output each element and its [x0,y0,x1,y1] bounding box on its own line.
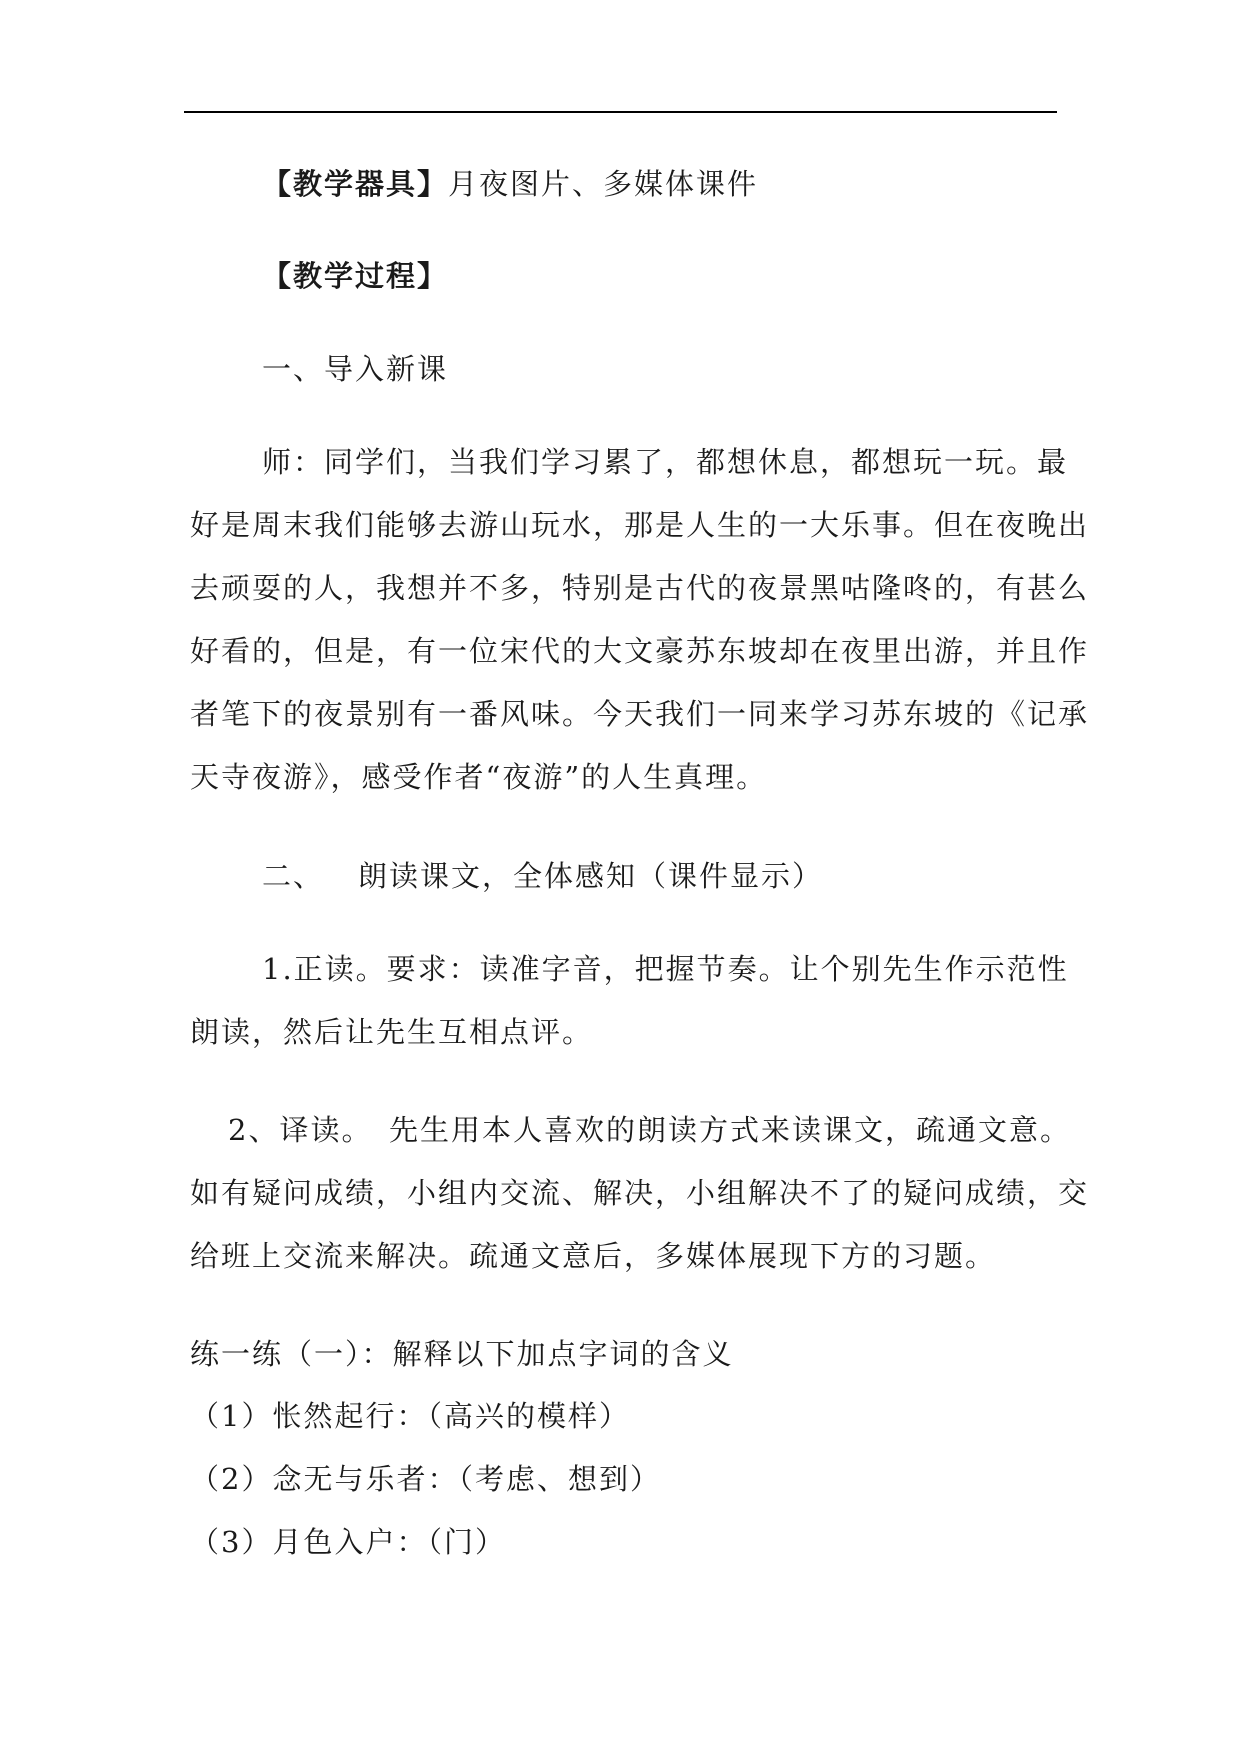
section1-title: 一、导入新课 [262,352,449,386]
item1-line: 1.正读。要求：读准字音，把握节奏。让个别先生作示范性 [262,952,1069,986]
section1-para-line: 去顽耍的人，我想并不多，特别是古代的夜景黑咕隆咚的，有甚么 [190,571,1090,605]
section1-para-line: 天寺夜游》，感受作者“夜游”的人生真理。 [190,760,768,794]
equipment-label: 【教学器具】 [262,167,449,201]
exercise-item: （2）念无与乐者：（考虑、想到） [190,1462,661,1496]
section1-para-line: 好看的，但是，有一位宋代的大文豪苏东坡却在夜里出游，并且作 [190,634,1090,668]
equipment-line [262,168,1056,200]
process-heading: 【教学过程】 [262,259,449,293]
section1-para-line: 者笔下的夜景别有一番风味。今天我们一同来学习苏东坡的《记承 [190,697,1090,731]
item1-line: 朗读，然后让先生互相点评。 [190,1015,594,1049]
item2-line: 给班上交流来解决。疏通文意后，多媒体展现下方的习题。 [190,1239,997,1273]
item2-line: 2、译读。 先生用本人喜欢的朗读方式来读课文，疏通文意。 [228,1113,1071,1147]
equipment-text: 月夜图片、多媒体课件 [448,167,759,201]
item2-line: 如有疑问成绩，小组内交流、解决，小组解决不了的疑问成绩，交 [190,1176,1090,1210]
section2-number: 二、 [262,859,325,893]
section1-para-line: 好是周末我们能够去游山玩水，那是人生的一大乐事。但在夜晚出 [190,508,1090,542]
section1-para-line: 师：同学们，当我们学习累了，都想休息，都想玩一玩。最 [262,445,1069,479]
section2-title-line [262,860,1056,892]
header-rule [184,111,1057,113]
exercise-item: （1）怅然起行：（高兴的模样） [190,1399,630,1433]
exercise-title: 练一练（一）：解释以下加点字词的含义 [190,1337,734,1371]
exercise-item: （3）月色入户：（门） [190,1525,506,1559]
section2-title: 朗读课文，全体感知（课件显示） [358,859,824,893]
